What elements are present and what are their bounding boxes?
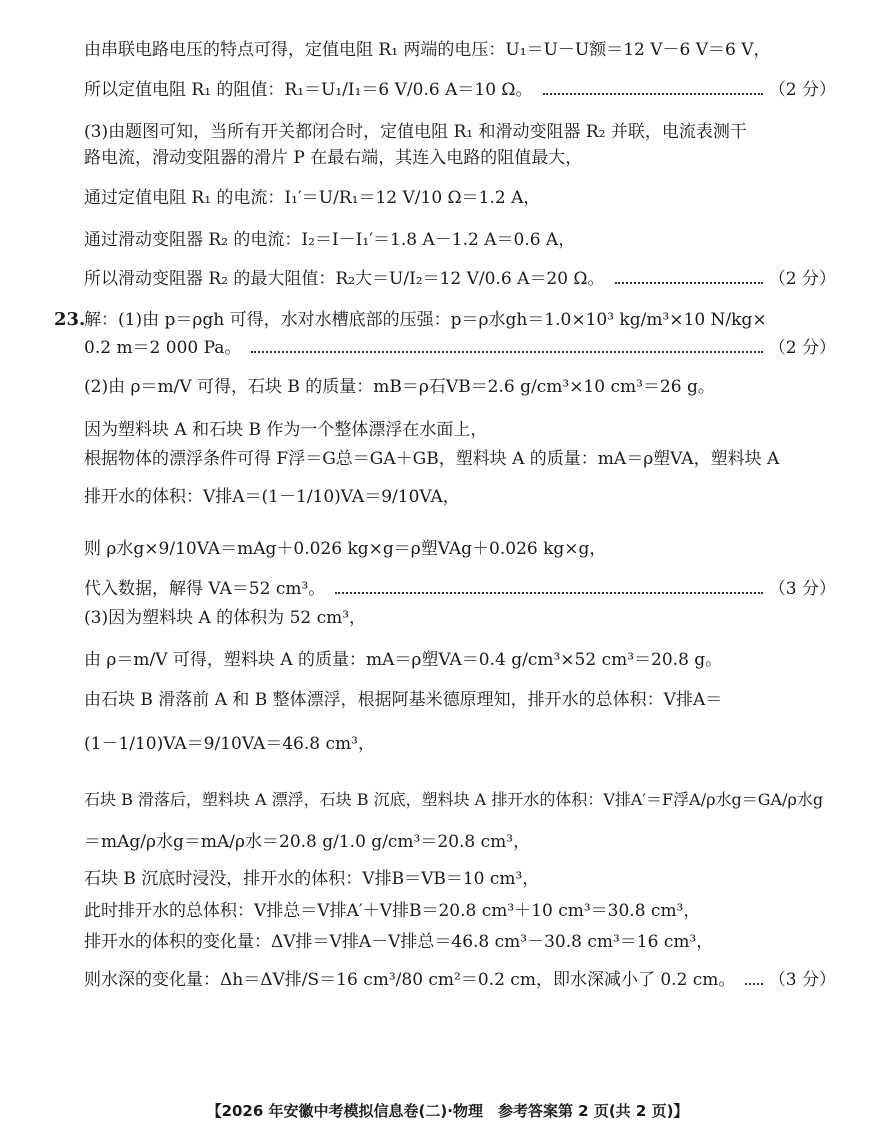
leader-dots	[615, 282, 763, 284]
answer-line: 排开水的体积：V排A＝(1－1/10)VA＝9/10VA，	[84, 487, 460, 507]
answer-line: 因为塑料块 A 和石块 B 作为一个整体漂浮在水面上，	[84, 420, 488, 440]
answer-line: 通过定值电阻 R₁ 的电流：I₁′＝U/R₁＝12 V/10 Ω＝1.2 A，	[84, 188, 541, 208]
score-points: （3 分）	[768, 970, 836, 990]
answer-line: 由串联电路电压的特点可得，定值电阻 R₁ 两端的电压：U₁＝U－U额＝12 V－6 V＝6 V，	[84, 40, 771, 60]
question-number: 23.	[54, 309, 86, 330]
answer-line: 0.2 m＝2 000 Pa。 （2 分）	[84, 338, 836, 358]
answer-line: 所以滑动变阻器 R₂ 的最大阻值：R₂大＝U/I₂＝12 V/0.6 A＝20 Ω。 （2 分）	[84, 269, 836, 289]
answer-line: 由 ρ＝m/V 可得，塑料块 A 的质量：mA＝ρ塑VA＝0.4 g/cm³×52 cm³＝20.8 g。	[84, 650, 723, 670]
score-points: （2 分）	[768, 80, 836, 100]
leader-dots	[251, 351, 762, 353]
answer-line: 排开水的体积的变化量：ΔV排＝V排A－V排总＝46.8 cm³－30.8 cm³＝16 cm³，	[84, 932, 714, 952]
answer-line: 通过滑动变阻器 R₂ 的电流：I₂＝I－I₁′＝1.8 A－1.2 A＝0.6 A，	[84, 230, 576, 250]
answer-line: 所以定值电阻 R₁ 的阻值：R₁＝U₁/I₁＝6 V/0.6 A＝10 Ω。 （2 分）	[84, 80, 836, 100]
answer-line: (1－1/10)VA＝9/10VA＝46.8 cm³，	[84, 734, 375, 754]
answer-line: (2)由 ρ＝m/V 可得，石块 B 的质量：mB＝ρ石VB＝2.6 g/cm³×10 cm³＝26 g。	[84, 377, 715, 397]
answer-line: 根据物体的漂浮条件可得 F浮＝G总＝GA＋GB，塑料块 A 的质量：mA＝ρ塑VA，塑料块 A	[84, 449, 780, 469]
answer-line: (3)由题图可知，当所有开关都闭合时，定值电阻 R₁ 和滑动变阻器 R₂ 并联，电流表测干	[84, 122, 747, 142]
score-points: （3 分）	[768, 579, 836, 599]
page-footer: 【2026 年安徽中考模拟信息卷(二)·物理 参考答案第 2 页(共 2 页)】	[206, 1102, 689, 1120]
score-points: （2 分）	[768, 269, 836, 289]
answer-line: 石块 B 沉底时浸没，排开水的体积：V排B＝VB＝10 cm³，	[84, 869, 540, 889]
answer-line: 此时排开水的总体积：V排总＝V排A′＋V排B＝20.8 cm³＋10 cm³＝30.8 cm³，	[84, 901, 701, 921]
score-points: （2 分）	[768, 338, 836, 358]
leader-dots	[745, 983, 762, 985]
answer-line: 则 ρ水g×9/10VA＝mAg＋0.026 kg×g＝ρ塑VAg＋0.026 kg×g，	[84, 539, 607, 559]
answer-line: 石块 B 滑落后，塑料块 A 漂浮，石块 B 沉底，塑料块 A 排开水的体积：V排A′＝F浮A/ρ水g＝GA/ρ水g	[84, 790, 824, 809]
leader-dots	[543, 93, 763, 95]
answer-line: 则水深的变化量：Δh＝ΔV排/S＝16 cm³/80 cm²＝0.2 cm，即水深减小了 0.2 cm。 （3 分）	[84, 970, 836, 990]
answer-line: (3)因为塑料块 A 的体积为 52 cm³，	[84, 608, 367, 628]
answer-line: 解：(1)由 p＝ρgh 可得，水对水槽底部的压强：p＝ρ水gh＝1.0×10³ kg/m³×10 N/kg×	[84, 310, 767, 330]
answer-line: 由石块 B 滑落前 A 和 B 整体漂浮，根据阿基米德原理知，排开水的总体积：V排A＝	[84, 690, 723, 710]
leader-dots	[335, 592, 762, 594]
answer-line: 代入数据，解得 VA＝52 cm³。 （3 分）	[84, 579, 836, 599]
answer-line: ＝mAg/ρ水g＝mA/ρ水＝20.8 g/1.0 g/cm³＝20.8 cm³，	[84, 832, 531, 852]
answer-line: 路电流，滑动变阻器的滑片 P 在最右端，其连入电路的阻值最大，	[84, 148, 583, 168]
